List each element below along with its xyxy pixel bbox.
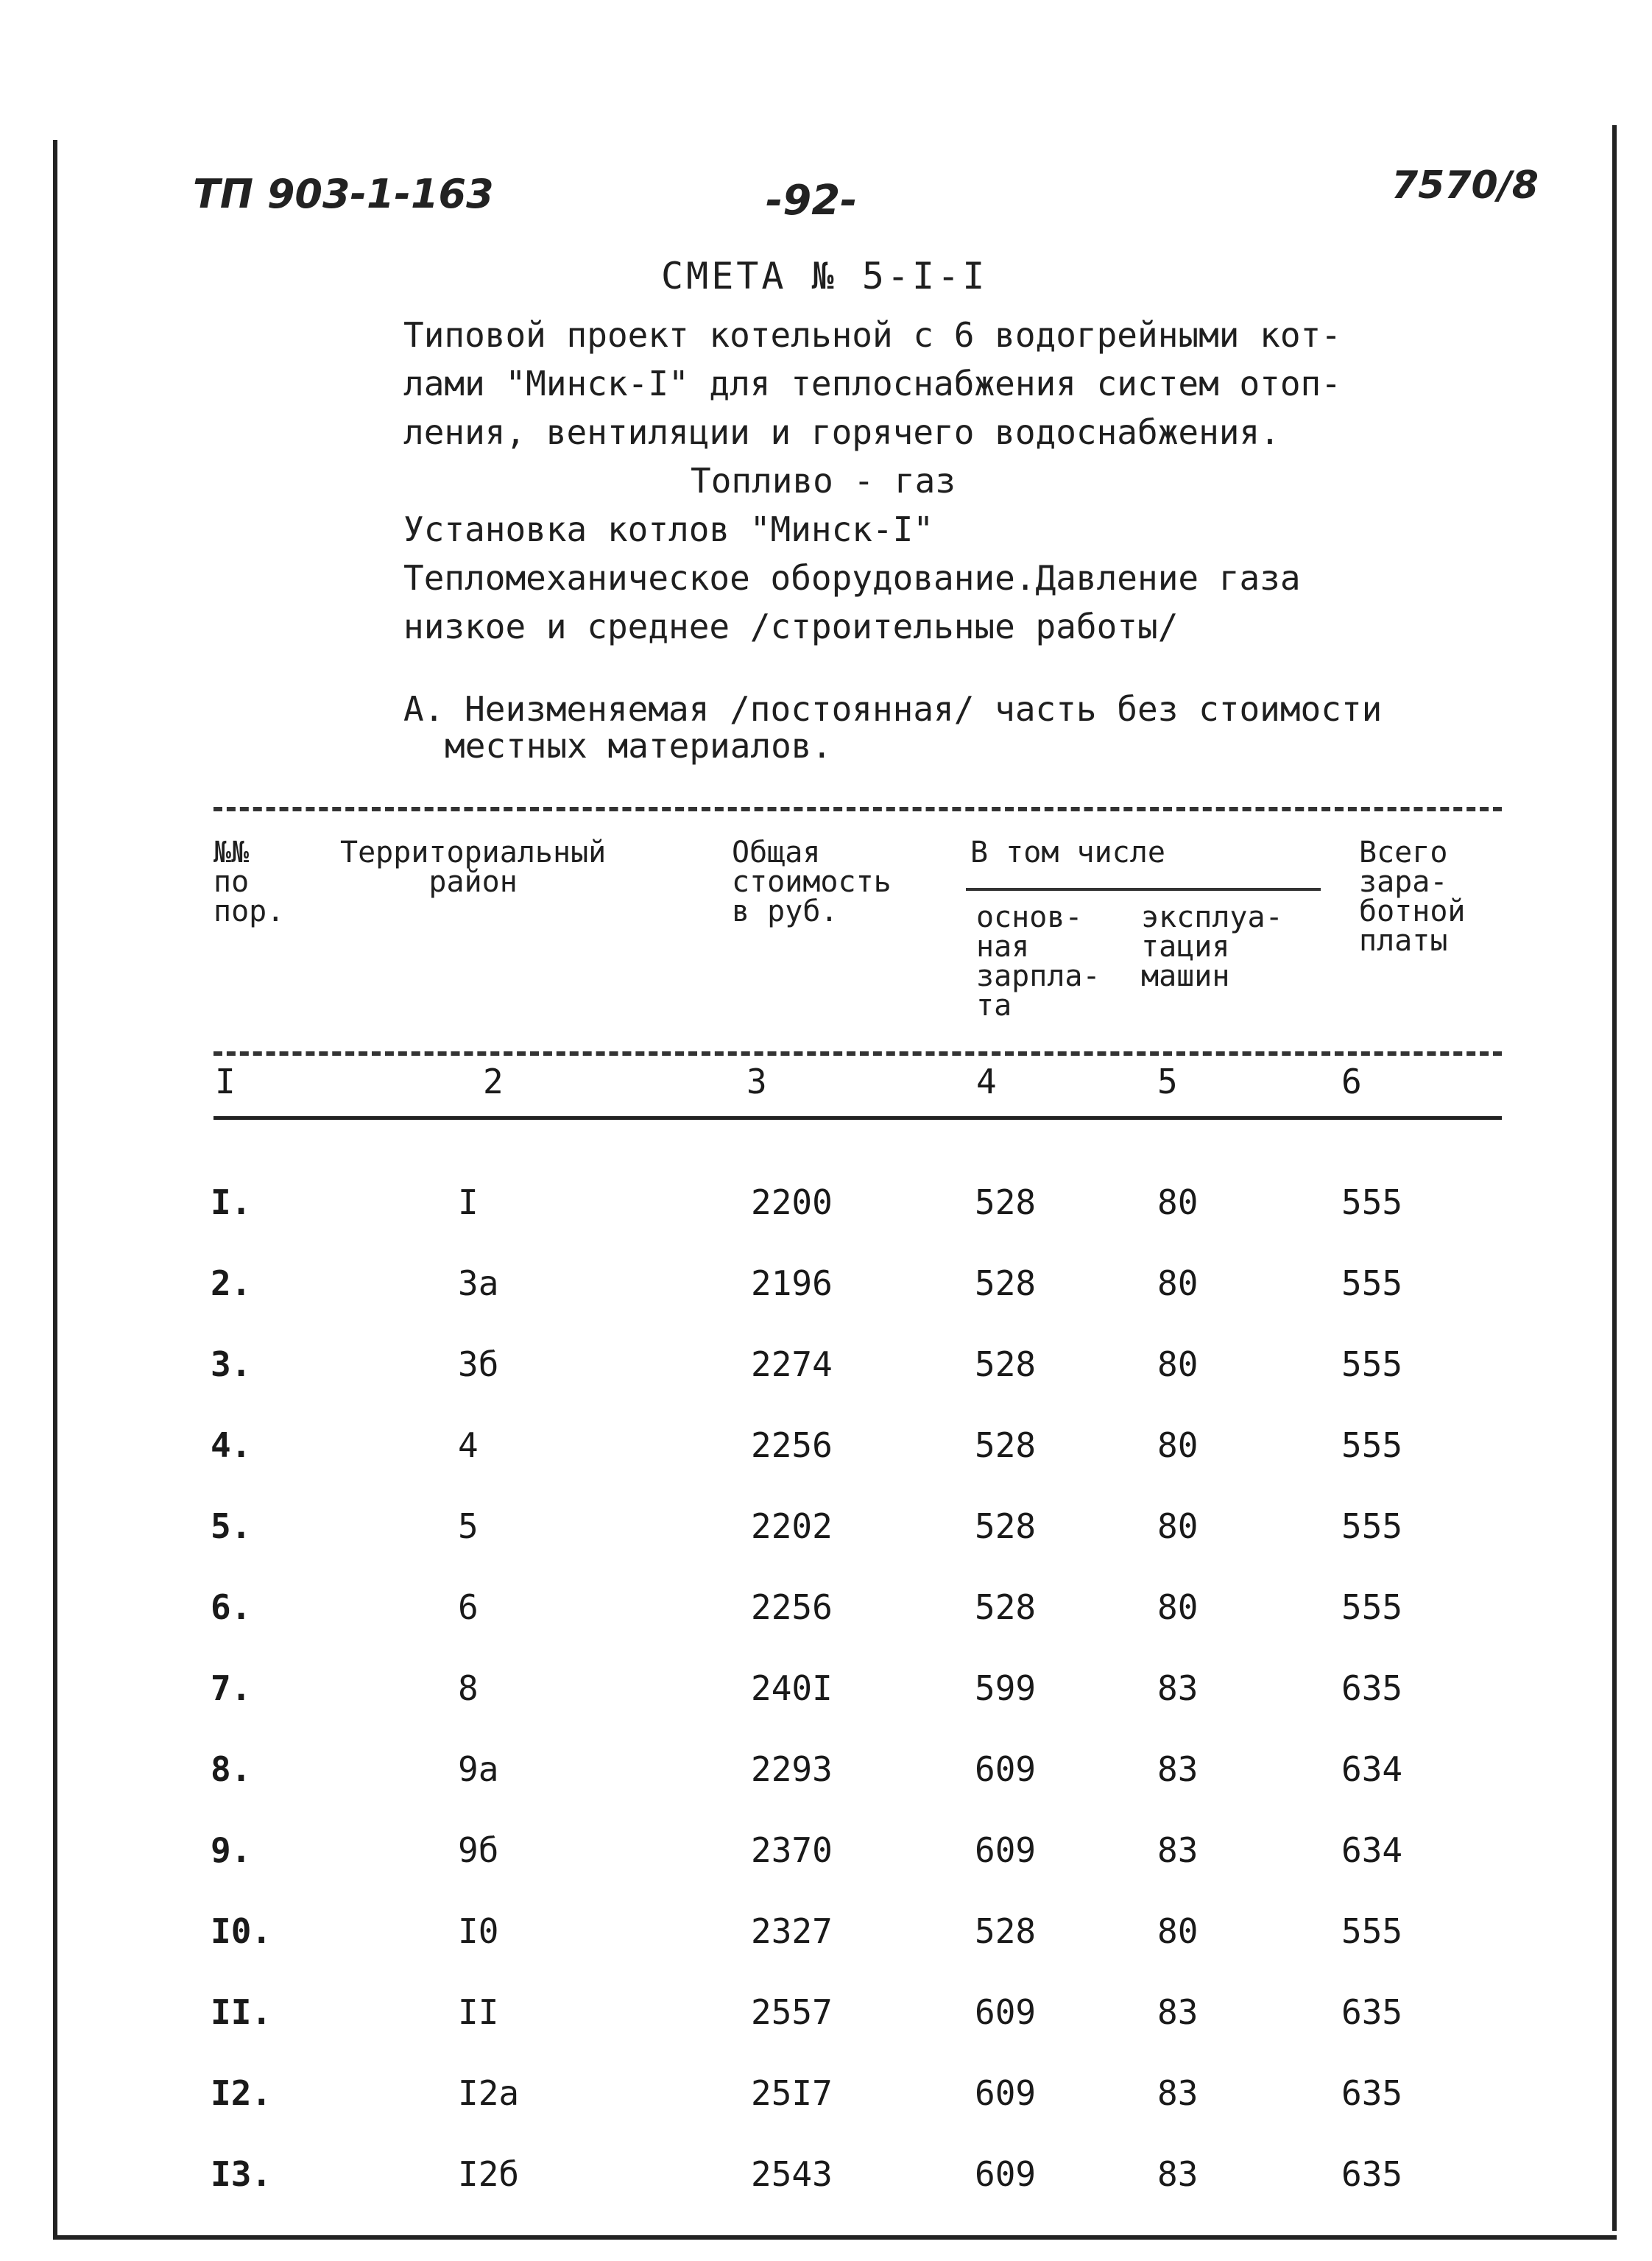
row-base-wage: 528: [975, 1911, 1037, 1951]
description-line: Типовой проект котельной с 6 водогрейными кот-: [403, 315, 1341, 355]
row-region: 3б: [458, 1344, 499, 1384]
row-number: 3.: [211, 1344, 252, 1384]
header-base-wage: основ- ная зарпла- та: [976, 900, 1101, 1023]
row-number: 9.: [211, 1830, 252, 1870]
row-base-wage: 609: [975, 1749, 1037, 1789]
row-base-wage: 609: [975, 2073, 1037, 2113]
row-total-wage: 635: [1341, 2154, 1403, 2194]
row-region: I: [458, 1182, 479, 1222]
estimate-title: СМЕТА № 5-I-I: [661, 255, 988, 297]
row-region: I2б: [458, 2154, 520, 2194]
table-row: [0, 1749, 1652, 1793]
description-line: Установка котлов "Минск-I": [403, 509, 934, 549]
row-total-cost: 2256: [751, 1425, 833, 1465]
row-machine-operation: 83: [1157, 1830, 1199, 1870]
row-region: 5: [458, 1506, 479, 1546]
row-number: I2.: [211, 2073, 272, 2113]
table-row: [0, 2073, 1652, 2117]
column-number: 4: [976, 1062, 997, 1101]
description-line: лами "Минск-I" для теплоснабжения систем отоп-: [403, 364, 1341, 403]
row-total-cost: 2200: [751, 1182, 833, 1222]
row-total-cost: 25I7: [751, 2073, 833, 2113]
row-total-wage: 635: [1341, 2073, 1403, 2113]
row-total-cost: 2557: [751, 1992, 833, 2032]
row-base-wage: 609: [975, 2154, 1037, 2194]
column-number: 6: [1341, 1062, 1362, 1101]
table-row: [0, 1911, 1652, 1955]
row-region: I2а: [458, 2073, 520, 2113]
table-row: [0, 1992, 1652, 2036]
table-row: [0, 1425, 1652, 1470]
row-region: 3а: [458, 1263, 499, 1303]
header-including: В том числе: [970, 836, 1165, 870]
row-total-wage: 634: [1341, 1830, 1403, 1870]
row-total-wage: 634: [1341, 1749, 1403, 1789]
description-line: Тепломеханическое оборудование.Давление газа: [403, 558, 1301, 598]
row-region: 4: [458, 1425, 479, 1465]
row-total-wage: 555: [1341, 1911, 1403, 1951]
row-number: 4.: [211, 1425, 252, 1465]
row-number: 2.: [211, 1263, 252, 1303]
table-row: [0, 1182, 1652, 1227]
row-total-wage: 555: [1341, 1587, 1403, 1627]
header-total-cost: Общая стоимость в руб.: [732, 836, 892, 928]
table-row: [0, 2154, 1652, 2198]
row-machine-operation: 80: [1157, 1425, 1199, 1465]
row-base-wage: 528: [975, 1587, 1037, 1627]
column-number: 5: [1157, 1062, 1178, 1101]
description-line: ления, вентиляции и горячего водоснабжения.: [403, 412, 1280, 452]
row-base-wage: 528: [975, 1425, 1037, 1465]
sheet-number: 7570/8: [1391, 163, 1539, 208]
row-region: 9а: [458, 1749, 499, 1789]
header-bottom-rule: [213, 1051, 1502, 1056]
column-numbers-rule: [213, 1116, 1502, 1120]
row-base-wage: 528: [975, 1263, 1037, 1303]
row-total-cost: 2196: [751, 1263, 833, 1303]
row-total-wage: 555: [1341, 1344, 1403, 1384]
row-machine-operation: 83: [1157, 1992, 1199, 2032]
column-number: 3: [746, 1062, 767, 1101]
row-total-cost: 240I: [751, 1668, 833, 1708]
row-machine-operation: 83: [1157, 1668, 1199, 1708]
row-total-wage: 555: [1341, 1263, 1403, 1303]
row-number: 6.: [211, 1587, 252, 1627]
row-base-wage: 599: [975, 1668, 1037, 1708]
row-number: I0.: [211, 1911, 272, 1951]
column-number: I: [215, 1062, 236, 1101]
row-number: I3.: [211, 2154, 272, 2194]
row-total-cost: 2327: [751, 1911, 833, 1951]
row-total-cost: 2202: [751, 1506, 833, 1546]
header-total-wage: Всего зара- ботной платы: [1359, 836, 1466, 958]
row-total-cost: 2274: [751, 1344, 833, 1384]
row-region: II: [458, 1992, 499, 2032]
row-base-wage: 528: [975, 1344, 1037, 1384]
row-machine-operation: 80: [1157, 1506, 1199, 1546]
row-total-wage: 635: [1341, 1992, 1403, 2032]
table-row: [0, 1668, 1652, 1712]
row-machine-operation: 80: [1157, 1587, 1199, 1627]
section-heading: А. Неизменяемая /постоянная/ часть без стоимости: [403, 689, 1383, 729]
row-number: 5.: [211, 1506, 252, 1546]
section-heading: местных материалов.: [445, 726, 833, 766]
row-number: 7.: [211, 1668, 252, 1708]
row-base-wage: 609: [975, 1830, 1037, 1870]
row-machine-operation: 80: [1157, 1263, 1199, 1303]
row-total-cost: 2256: [751, 1587, 833, 1627]
page-number: -92-: [766, 177, 858, 225]
including-underline: [966, 888, 1321, 891]
row-number: II.: [211, 1992, 272, 2032]
row-machine-operation: 80: [1157, 1344, 1199, 1384]
column-number: 2: [483, 1062, 504, 1101]
description-line: низкое и среднее /строительные работы/: [403, 607, 1179, 646]
row-total-cost: 2370: [751, 1830, 833, 1870]
row-machine-operation: 83: [1157, 2154, 1199, 2194]
row-number: 8.: [211, 1749, 252, 1789]
row-total-cost: 2543: [751, 2154, 833, 2194]
description-line: Топливо - газ: [691, 461, 956, 501]
row-region: 9б: [458, 1830, 499, 1870]
row-machine-operation: 83: [1157, 2073, 1199, 2113]
header-number: №№ по пор.: [213, 836, 285, 928]
row-base-wage: 528: [975, 1182, 1037, 1222]
row-number: I.: [211, 1182, 252, 1222]
row-total-wage: 555: [1341, 1182, 1403, 1222]
row-total-wage: 555: [1341, 1425, 1403, 1465]
page-frame-bottom-border: [53, 2235, 1617, 2240]
table-row: [0, 1263, 1652, 1308]
table-row: [0, 1344, 1652, 1389]
row-region: 6: [458, 1587, 479, 1627]
table-row: [0, 1830, 1652, 1874]
table-top-rule: [213, 807, 1502, 811]
row-machine-operation: 83: [1157, 1749, 1199, 1789]
table-row: [0, 1587, 1652, 1632]
row-region: 8: [458, 1668, 479, 1708]
row-region: I0: [458, 1911, 499, 1951]
row-base-wage: 528: [975, 1506, 1037, 1546]
row-total-cost: 2293: [751, 1749, 833, 1789]
row-total-wage: 635: [1341, 1668, 1403, 1708]
row-total-wage: 555: [1341, 1506, 1403, 1546]
document-code: ТП 903-1-163: [193, 171, 494, 217]
row-base-wage: 609: [975, 1992, 1037, 2032]
header-machine-operation: эксплуа- тация машин: [1141, 900, 1283, 993]
header-region: Территориальный район: [340, 836, 607, 899]
row-machine-operation: 80: [1157, 1182, 1199, 1222]
row-machine-operation: 80: [1157, 1911, 1199, 1951]
table-row: [0, 1506, 1652, 1551]
